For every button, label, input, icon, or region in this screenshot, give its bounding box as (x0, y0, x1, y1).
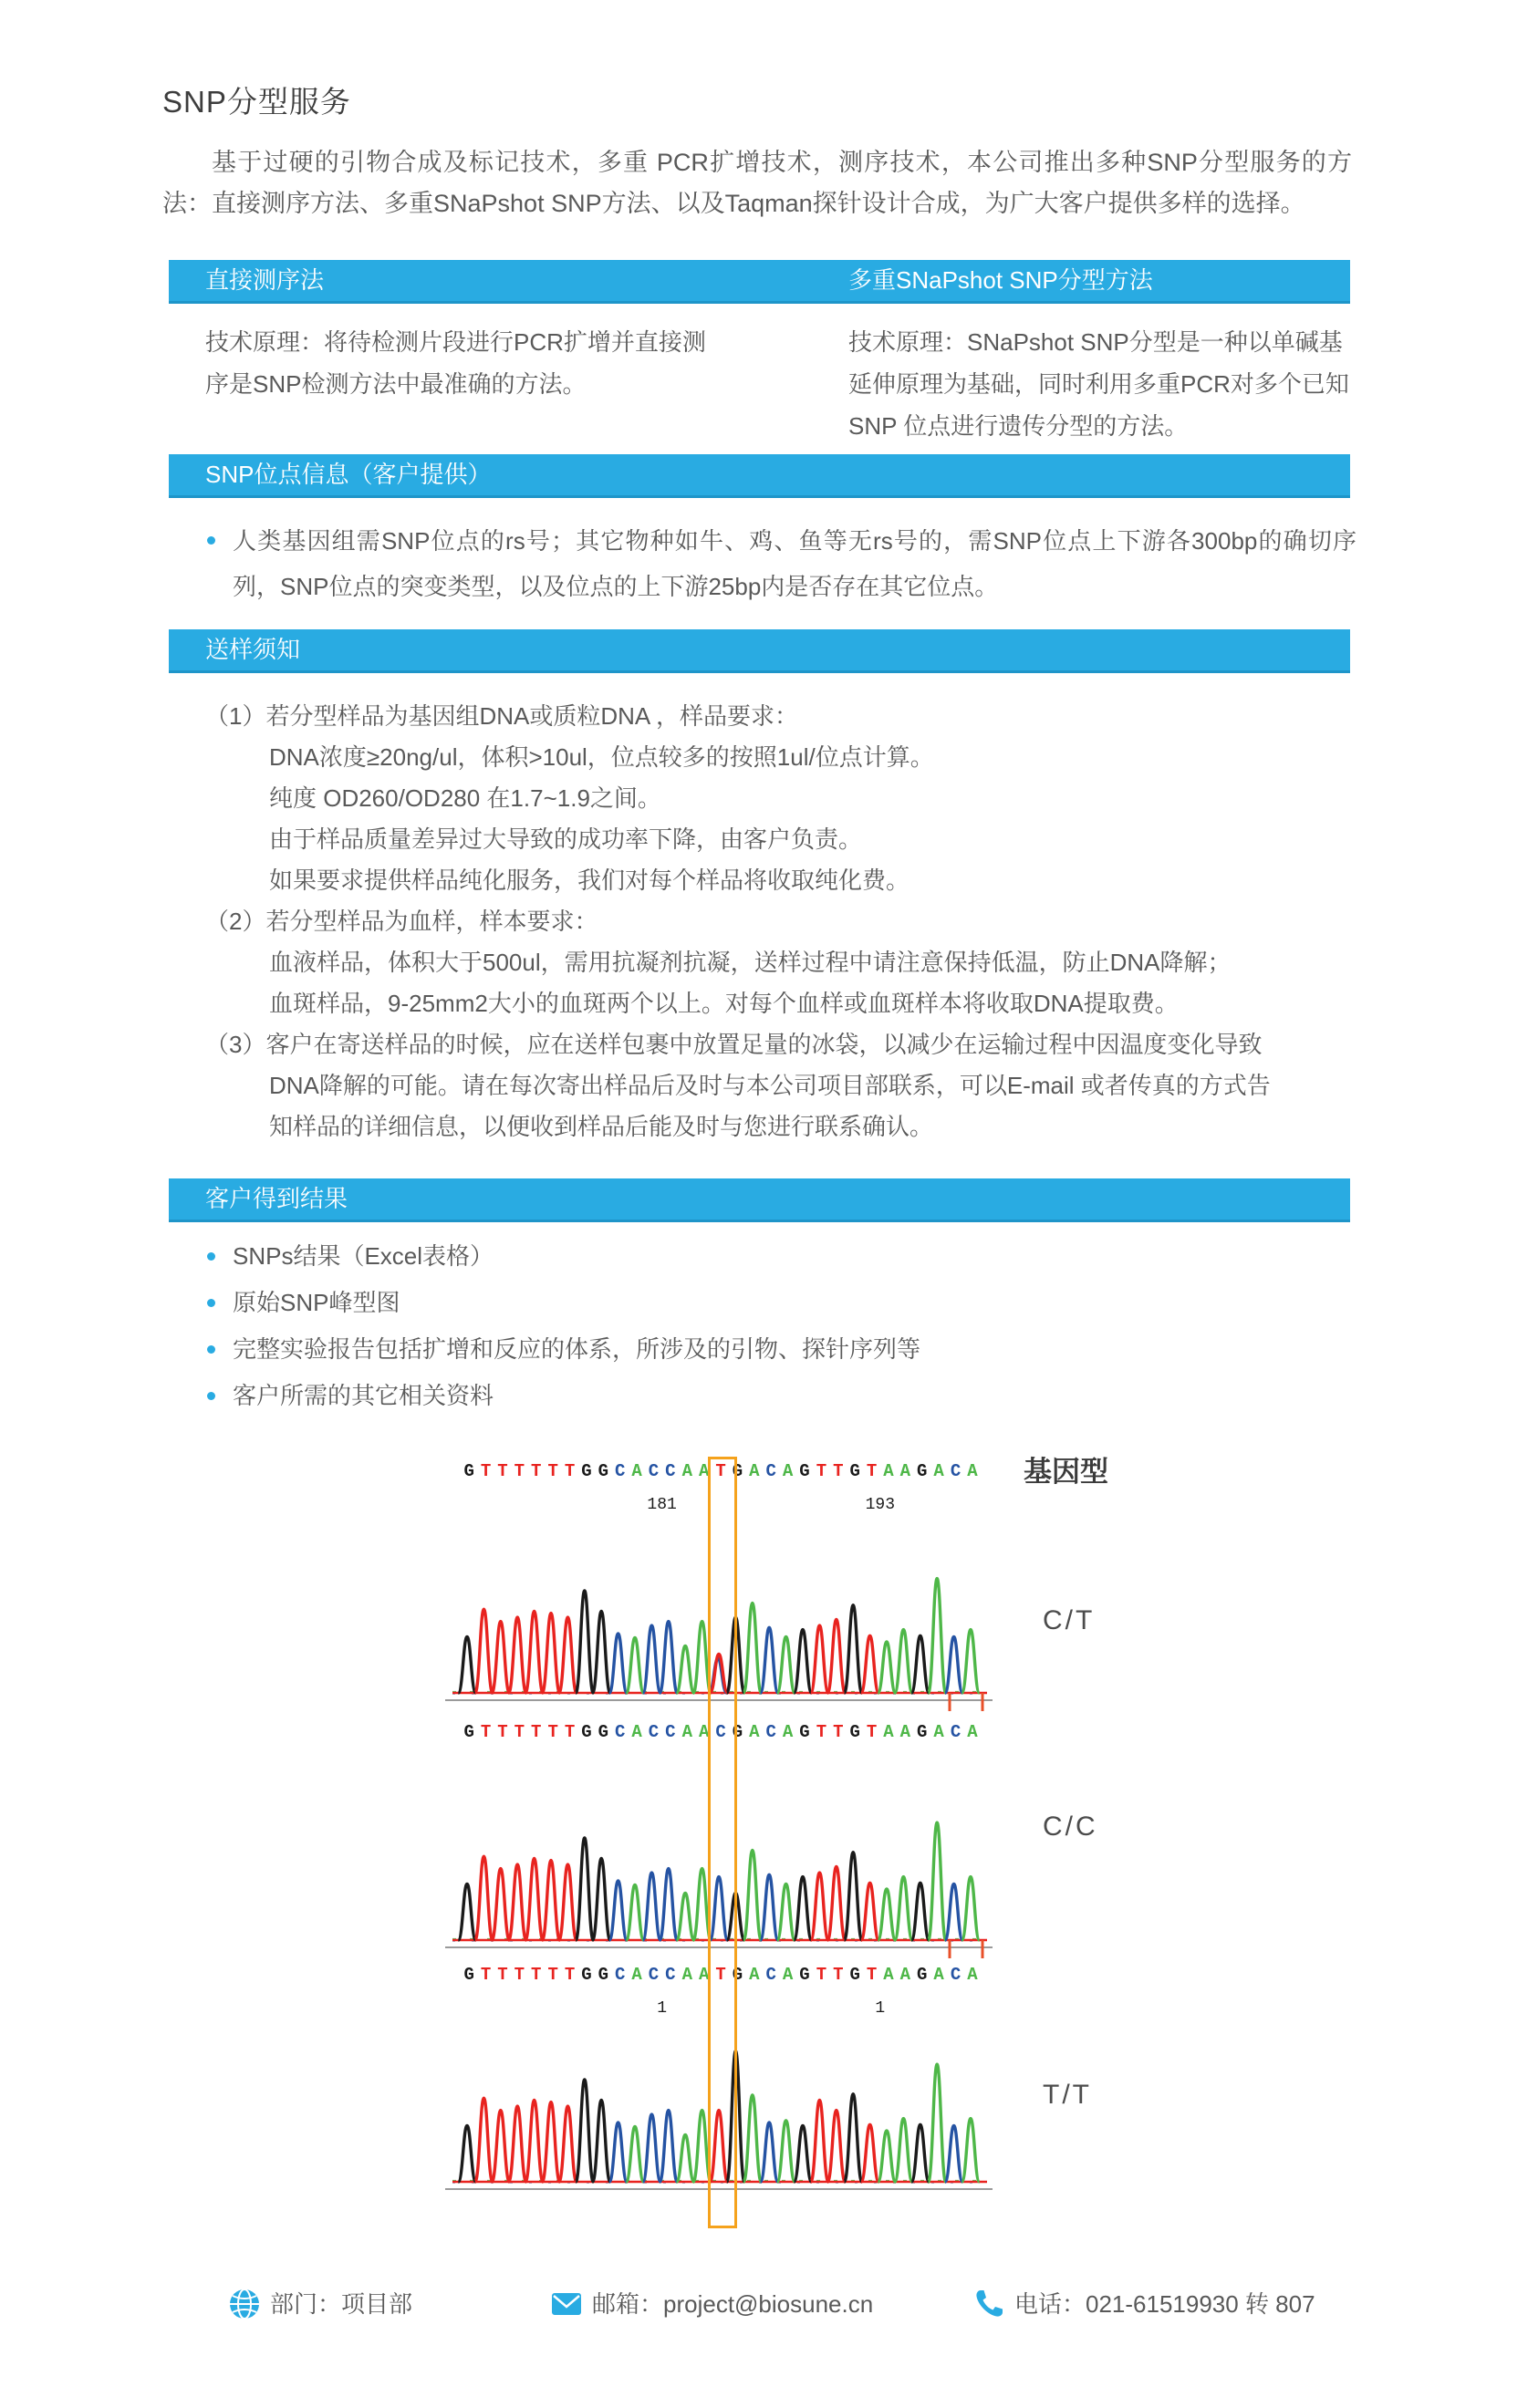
base-letter: T (816, 1722, 827, 1742)
base-letter: C (648, 1965, 660, 1985)
base-letter: G (581, 1722, 592, 1742)
base-letter: A (967, 1722, 978, 1742)
genotype-label: C/T (1043, 1605, 1096, 1635)
base-letter: A (933, 1461, 944, 1481)
result-item-text: 完整实验报告包括扩增和反应的体系，所涉及的引物、探针序列等 (233, 1335, 921, 1363)
bullet-dot-icon (207, 536, 215, 545)
base-letter: G (732, 1965, 743, 1985)
base-letter: A (698, 1461, 710, 1481)
base-letter: G (581, 1965, 592, 1985)
footer-phone-text: 电话：021-61519930 转 807 (1014, 2290, 1315, 2318)
section-bar-results (169, 1178, 1350, 1222)
bullet-dot-icon (207, 1299, 215, 1307)
base-letter: T (564, 1461, 576, 1481)
base-letter: C (665, 1965, 676, 1985)
position-number: 1 (657, 1999, 667, 2018)
base-letter: T (514, 1965, 525, 1985)
section-bar-snp-info (169, 454, 1350, 498)
base-letter: A (698, 1965, 710, 1985)
base-letter: G (917, 1965, 928, 1985)
base-letter: T (833, 1722, 844, 1742)
base-letter: A (681, 1461, 692, 1481)
base-letter: T (514, 1461, 525, 1481)
base-letter: C (950, 1461, 961, 1481)
base-letter: G (799, 1722, 810, 1742)
results-list (205, 1233, 920, 1419)
base-letter: A (967, 1965, 978, 1985)
base-letter: T (547, 1965, 558, 1985)
base-letter: C (950, 1965, 961, 1985)
notice-line: 由于样品质量差异过大导致的成功率下降，由客户负责。 (269, 825, 863, 853)
base-letter: C (615, 1965, 626, 1985)
text-line: 技术原理：SNaPshot SNP分型是一种以单碱基 (848, 328, 1343, 356)
base-letter: A (883, 1722, 894, 1742)
base-letter: A (782, 1461, 794, 1481)
position-number: 1 (875, 1999, 886, 2018)
base-letter: G (732, 1461, 743, 1481)
base-letter: G (598, 1722, 609, 1742)
snp-highlight-box (708, 1457, 737, 2228)
base-letter: A (631, 1722, 642, 1742)
base-letter: T (480, 1461, 492, 1481)
section-title-direct-sequencing: 直接测序法 (205, 266, 325, 294)
base-letter: G (849, 1722, 860, 1742)
notice-line: DNA浓度≥20ng/ul，体积>10ul，位点较多的按照1ul/位点计算。 (269, 743, 934, 771)
notice-line: DNA降解的可能。请在每次寄出样品后及时与本公司项目部联系，可以E-mail 或者传真的方式告 (269, 1072, 1271, 1099)
base-letter: G (917, 1461, 928, 1481)
base-letter: A (681, 1965, 692, 1985)
footer-phone (972, 2286, 1315, 2322)
snp-info-bullet-text: 人类基因组需SNP位点的rs号；其它物种如牛、鸡、鱼等无rs号的，需SNP位点上下游各300bp的确切序列，SNP位点的突变类型，以及位点的上下游25bp内是否存在其它位点。 (233, 527, 1356, 600)
notice-line: （2）若分型样品为血样，样本要求： (205, 908, 598, 935)
base-letter: T (531, 1965, 542, 1985)
base-letter: T (715, 1461, 726, 1481)
base-letter: A (899, 1461, 911, 1481)
footer-department (228, 2286, 412, 2322)
base-letter: A (899, 1965, 911, 1985)
footer-department-text: 部门：项目部 (270, 2290, 413, 2318)
notice-line: 如果要求提供样品纯化服务，我们对每个样品将收取纯化费。 (269, 867, 910, 894)
base-letter: T (514, 1722, 525, 1742)
base-letter: T (816, 1965, 827, 1985)
base-letter: T (833, 1461, 844, 1481)
result-item (205, 1373, 920, 1419)
bullet-dot-icon (207, 1345, 215, 1354)
bullet-dot-icon (207, 1252, 215, 1261)
base-letter: C (765, 1722, 776, 1742)
intro-paragraph: 基于过硬的引物合成及标记技术，多重 PCR扩增技术，测序技术，本公司推出多种SNP分型服务的方法：直接测序方法、多重SNaPshot SNP方法、以及Taqman探针设计合成，为广大客户提供多样的选择。 (162, 149, 1352, 217)
notice-line: 纯度 OD260/OD280 在1.7~1.9之间。 (269, 784, 661, 812)
base-letter: G (917, 1722, 928, 1742)
base-letter: T (497, 1722, 508, 1742)
globe-icon (228, 2288, 261, 2320)
base-letter: A (933, 1722, 944, 1742)
base-letter: T (866, 1965, 878, 1985)
base-letter: C (648, 1722, 660, 1742)
result-item (205, 1280, 920, 1326)
base-letter: T (547, 1461, 558, 1481)
genotype-label: C/C (1043, 1811, 1098, 1842)
base-letter: A (631, 1461, 642, 1481)
footer-email-text: 邮箱：project@biosune.cn (592, 2290, 874, 2318)
result-item-text: 原始SNP峰型图 (233, 1289, 400, 1316)
text-line: 延伸原理为基础，同时利用多重PCR对多个已知 (848, 370, 1349, 398)
base-letter: C (950, 1722, 961, 1742)
result-item-text: SNPs结果（Excel表格） (233, 1242, 494, 1270)
base-letter: C (665, 1461, 676, 1481)
direct-sequencing-description (205, 321, 789, 405)
base-letter: T (833, 1965, 844, 1985)
base-letter: T (866, 1722, 878, 1742)
base-letter: T (480, 1722, 492, 1742)
base-letter: A (749, 1722, 760, 1742)
base-letter: G (849, 1965, 860, 1985)
base-letter: T (480, 1965, 492, 1985)
base-letter: A (933, 1965, 944, 1985)
base-letter: A (883, 1461, 894, 1481)
base-letter: A (967, 1461, 978, 1481)
base-letter: A (899, 1722, 911, 1742)
base-letter: G (732, 1722, 743, 1742)
base-letter: A (883, 1965, 894, 1985)
phone-icon (972, 2288, 1005, 2320)
base-letter: A (698, 1722, 710, 1742)
base-letter: C (615, 1461, 626, 1481)
base-letter: G (598, 1461, 609, 1481)
envelope-icon (550, 2288, 583, 2320)
footer-email (550, 2286, 873, 2322)
result-item (205, 1233, 920, 1280)
sample-notice-list (205, 696, 1364, 1147)
genotype-label: T/T (1043, 2080, 1092, 2110)
result-item (205, 1326, 920, 1373)
base-letter: T (816, 1461, 827, 1481)
result-item-text: 客户所需的其它相关资料 (233, 1382, 494, 1409)
base-letter: C (765, 1965, 776, 1985)
notice-line: （1）若分型样品为基因组DNA或质粒DNA ，样品要求： (205, 702, 799, 730)
base-letter: A (631, 1965, 642, 1985)
base-letter: G (849, 1461, 860, 1481)
base-letter: T (715, 1965, 726, 1985)
base-letter: T (531, 1461, 542, 1481)
base-letter: C (665, 1722, 676, 1742)
base-letter: T (564, 1965, 576, 1985)
base-letter: T (547, 1722, 558, 1742)
base-letter: G (799, 1965, 810, 1985)
base-letter: G (463, 1722, 474, 1742)
position-number: 181 (647, 1496, 677, 1514)
base-letter: G (581, 1461, 592, 1481)
section-title-snapshot: 多重SNaPshot SNP分型方法 (848, 266, 1153, 294)
base-letter: A (782, 1722, 794, 1742)
base-letter: G (799, 1461, 810, 1481)
base-letter: C (765, 1461, 776, 1481)
base-letter: A (681, 1722, 692, 1742)
section-title-sample-notice: 送样须知 (205, 636, 301, 663)
base-letter: A (782, 1965, 794, 1985)
base-letter: A (749, 1965, 760, 1985)
section-title-results: 客户得到结果 (205, 1185, 348, 1212)
base-letter: T (866, 1461, 878, 1481)
base-letter: T (497, 1461, 508, 1481)
section-bar-methods (169, 260, 1350, 304)
text-line: 序是SNP检测方法中最准确的方法。 (205, 370, 587, 398)
notice-line: 血液样品，体积大于500ul，需用抗凝剂抗凝，送样过程中请注意保持低温，防止DNA降解； (269, 949, 1232, 976)
base-letter: A (749, 1461, 760, 1481)
bullet-dot-icon (207, 1392, 215, 1400)
genotype-column-header: 基因型 (1024, 1456, 1108, 1488)
base-letter: C (715, 1722, 726, 1742)
base-letter: T (564, 1722, 576, 1742)
snp-info-bullet (205, 518, 1356, 609)
section-bar-sample-notice (169, 629, 1350, 673)
text-line: SNP 位点进行遗传分型的方法。 (848, 412, 1189, 440)
snapshot-description (848, 321, 1359, 447)
base-letter: T (497, 1965, 508, 1985)
base-letter: T (531, 1722, 542, 1742)
notice-line: 血斑样品，9-25mm2大小的血斑两个以上。对每个血样或血斑样本将收取DNA提取费。 (269, 990, 1179, 1017)
notice-line: （3）客户在寄送样品的时候，应在送样包裹中放置足量的冰袋，以减少在运输过程中因温度变化导致 (205, 1031, 1263, 1058)
position-number: 193 (865, 1496, 895, 1514)
notice-line: 知样品的详细信息，以便收到样品后能及时与您进行联系确认。 (269, 1113, 934, 1140)
base-letter: C (648, 1461, 660, 1481)
base-letter: C (615, 1722, 626, 1742)
base-letter: G (463, 1461, 474, 1481)
text-line: 技术原理：将待检测片段进行PCR扩增并直接测 (205, 328, 706, 356)
page-title: SNP分型服务 (162, 85, 351, 119)
section-title-snp-info: SNP位点信息（客户提供） (205, 461, 492, 488)
base-letter: G (463, 1965, 474, 1985)
base-letter: G (598, 1965, 609, 1985)
